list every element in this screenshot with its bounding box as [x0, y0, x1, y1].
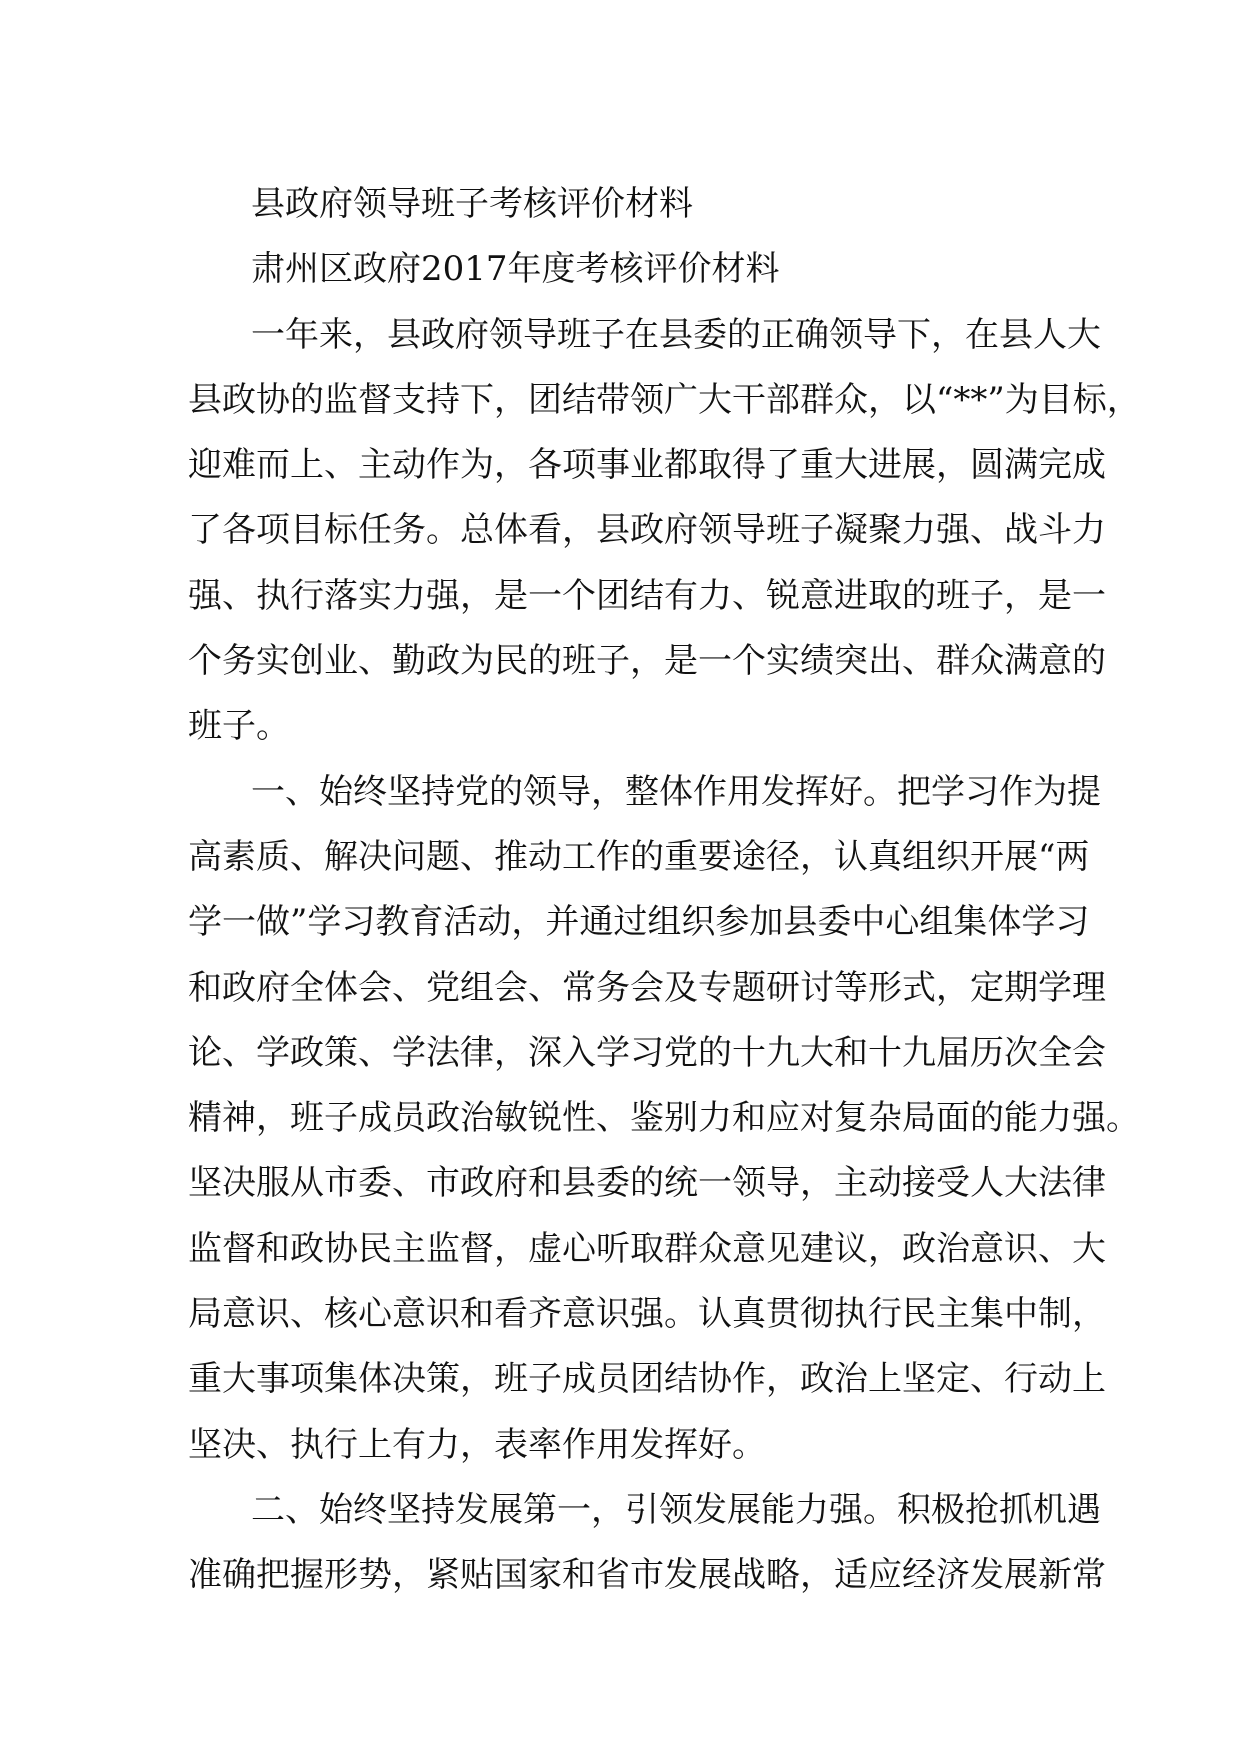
text-line: 迎难而上、主动作为，各项事业都取得了重大进展，圆满完成 — [188, 445, 1106, 486]
text-line: 高素质、解决问题、推动工作的重要途径，认真组织开展“两 — [188, 836, 1090, 877]
document-title — [188, 172, 1088, 237]
text-line: 个务实创业、勤政为民的班子，是一个实绩突出、群众满意的 — [188, 641, 1106, 682]
text-line: 监督和政协民主监督，虚心听取群众意见建议，政治意识、大 — [188, 1228, 1106, 1269]
text-line: 二、始终坚持发展第一，引领发展能力强。积极抢抓机遇 — [251, 1489, 1101, 1530]
text-line: 一、始终坚持党的领导，整体作用发挥好。把学习作为提 — [251, 771, 1101, 812]
document-subtitle — [188, 237, 1088, 302]
text-line: 班子。 — [188, 706, 290, 747]
text-line: 坚决服从市委、市政府和县委的统一领导，主动接受人大法律 — [188, 1163, 1106, 1204]
text-line: 精神，班子成员政治敏锐性、鉴别力和应对复杂局面的能力强。 — [188, 1098, 1140, 1139]
text-line: 重大事项集体决策，班子成员团结协作，政治上坚定、行动上 — [188, 1359, 1106, 1400]
text-line: 论、学政策、学法律，深入学习党的十九大和十九届历次全会 — [188, 1032, 1106, 1073]
text-line: 县政协的监督支持下，团结带领广大干部群众，以“**”为目标， — [188, 379, 1141, 420]
text-line: 局意识、核心意识和看齐意识强。认真贯彻执行民主集中制， — [188, 1294, 1106, 1335]
subtitle-line: 肃州区政府2017年度考核评价材料 — [251, 249, 780, 290]
paragraph-section-one — [188, 760, 1140, 1478]
text-line: 坚决、执行上有力，表率作用发挥好。 — [188, 1424, 766, 1465]
text-line: 一年来，县政府领导班子在县委的正确领导下，在县人大 — [251, 314, 1101, 355]
paragraph-intro — [188, 303, 1141, 760]
text-line: 准确把握形势，紧贴国家和省市发展战略，适应经济发展新常 — [188, 1555, 1106, 1596]
text-line: 了各项目标任务。总体看，县政府领导班子凝聚力强、战斗力 — [188, 510, 1106, 551]
text-line: 学一做”学习教育活动，并通过组织参加县委中心组集体学习 — [188, 902, 1090, 943]
document-body — [188, 172, 1141, 1609]
title-line: 县政府领导班子考核评价材料 — [251, 184, 693, 224]
paragraph-section-two — [188, 1478, 1106, 1609]
text-line: 强、执行落实力强，是一个团结有力、锐意进取的班子，是一 — [188, 575, 1106, 616]
text-line: 和政府全体会、党组会、常务会及专题研讨等形式，定期学理 — [188, 967, 1106, 1008]
